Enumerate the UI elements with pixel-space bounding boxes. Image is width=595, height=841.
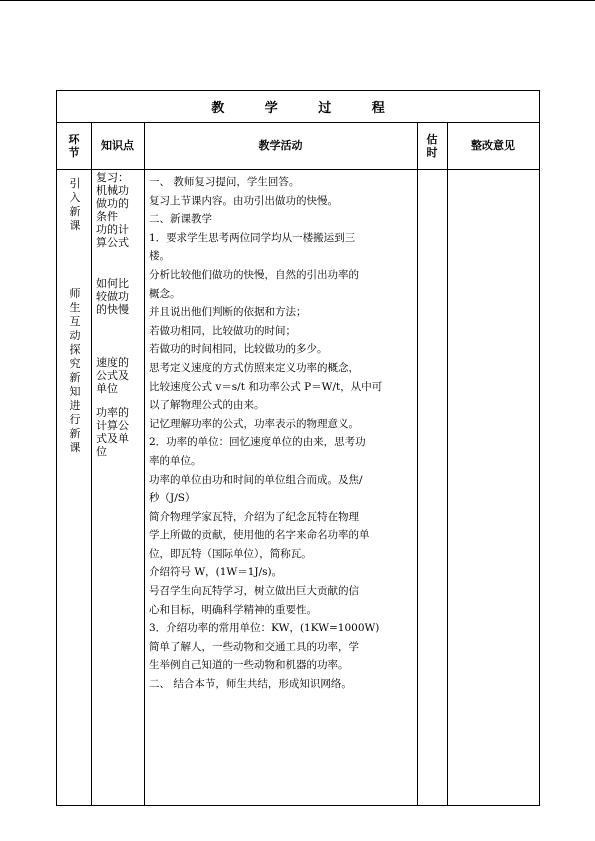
- activity-line: 秒（J/S）: [149, 492, 196, 505]
- activity-line: 简单了解人，一些动物和交通工具的功率，学: [149, 640, 359, 653]
- activity-line: 记忆理解功率的公式，功率表示的物理意义。: [149, 417, 359, 430]
- activity-line: 楼。: [149, 250, 170, 263]
- knowledge-review: 复习： 机械功 做功的 条件 功的计 算公式: [96, 171, 129, 249]
- knowledge-compare-work: 如何比 较做功 的快慢: [96, 277, 129, 316]
- page-top-rule: [0, 0, 595, 1]
- activity-line: 位，即瓦特（国际单位），简称瓦。: [149, 547, 312, 560]
- activity-line: 一、 教师复习提问，学生回答。: [149, 176, 300, 188]
- activity-line: 并且说出他们判断的依据和方法；: [149, 306, 307, 319]
- activity-line: 二、 结合本节，师生共结，形成知识网络。: [149, 678, 352, 691]
- activity-line: 率的单位。: [149, 454, 202, 467]
- activity-line: 1．要求学生思考两位同学均从一楼搬运到三: [149, 231, 356, 244]
- header-activity: [144, 122, 418, 170]
- knowledge-speed-formula: 速度的 公式及 单位: [96, 356, 129, 395]
- header-feedback-label: 整改意见: [471, 139, 515, 152]
- activity-line: 2．功率的单位：回忆速度单位的由来，思考功: [149, 436, 366, 449]
- header-feedback: [447, 122, 540, 170]
- knowledge-power-formula: 功率的 计算公 式及单 位: [96, 406, 129, 458]
- activity-line: 思考定义速度的方式仿照来定义功率的概念，: [149, 361, 359, 374]
- activity-line: 介绍符号 W，(1W＝1J/s)。: [149, 566, 283, 579]
- table-title: 教 学 过 程: [56, 90, 540, 123]
- activity-line: 学上所做的贡献，使用他的名字来命名功率的单: [149, 529, 370, 542]
- activity-line: 复习上节课内容。由功引出做功的快慢。: [149, 194, 338, 207]
- knowledge-column: [91, 169, 145, 806]
- feedback-column: [447, 169, 540, 806]
- activity-line: 分析比较他们做功的快慢，自然的引出功率的: [149, 268, 359, 281]
- time-column: [417, 169, 448, 806]
- header-knowledge: [91, 122, 145, 170]
- activity-line: 生举例自己知道的一些动物和机器的功率。: [149, 659, 349, 672]
- activity-line: 功率的单位由功和时间的单位组合而成。及焦/: [149, 473, 363, 486]
- activity-line: 若做功的时间相同，比较做功的多少。: [149, 343, 328, 356]
- header-activity-label: 教学活动: [258, 139, 303, 152]
- stage-column: [56, 169, 92, 806]
- stage-intro: 引入新课: [69, 177, 81, 232]
- activity-line: 3．介绍功率的常用单位：KW，(1KW=1000W): [149, 622, 380, 635]
- header-time-label: 估时: [426, 132, 438, 159]
- activity-line: 以了解物理公式的由来。: [149, 399, 265, 412]
- activity-line: 比较速度公式 v＝s/t 和功率公式 P＝W/t，从中可: [149, 380, 383, 393]
- activity-line: 心和目标，明确科学精神的重要性。: [149, 603, 317, 616]
- header-time: [417, 122, 448, 170]
- activity-line: 概念。: [149, 287, 181, 300]
- stage-interactive: 师生互动探究新知 进行新课: [69, 287, 81, 454]
- activity-line: 若做功相同，比较做功的时间；: [149, 324, 296, 337]
- header-stage-label: 环节: [68, 132, 80, 159]
- activity-line: 简介物理学家瓦特，介绍为了纪念瓦特在物理: [149, 510, 359, 523]
- header-knowledge-label: 知识点: [101, 139, 134, 152]
- activity-line: 号召学生向瓦特学习，树立做出巨大贡献的信: [149, 585, 359, 598]
- activity-line: 二、新课教学: [149, 213, 212, 226]
- header-stage: [56, 122, 92, 170]
- activity-text: [149, 173, 413, 694]
